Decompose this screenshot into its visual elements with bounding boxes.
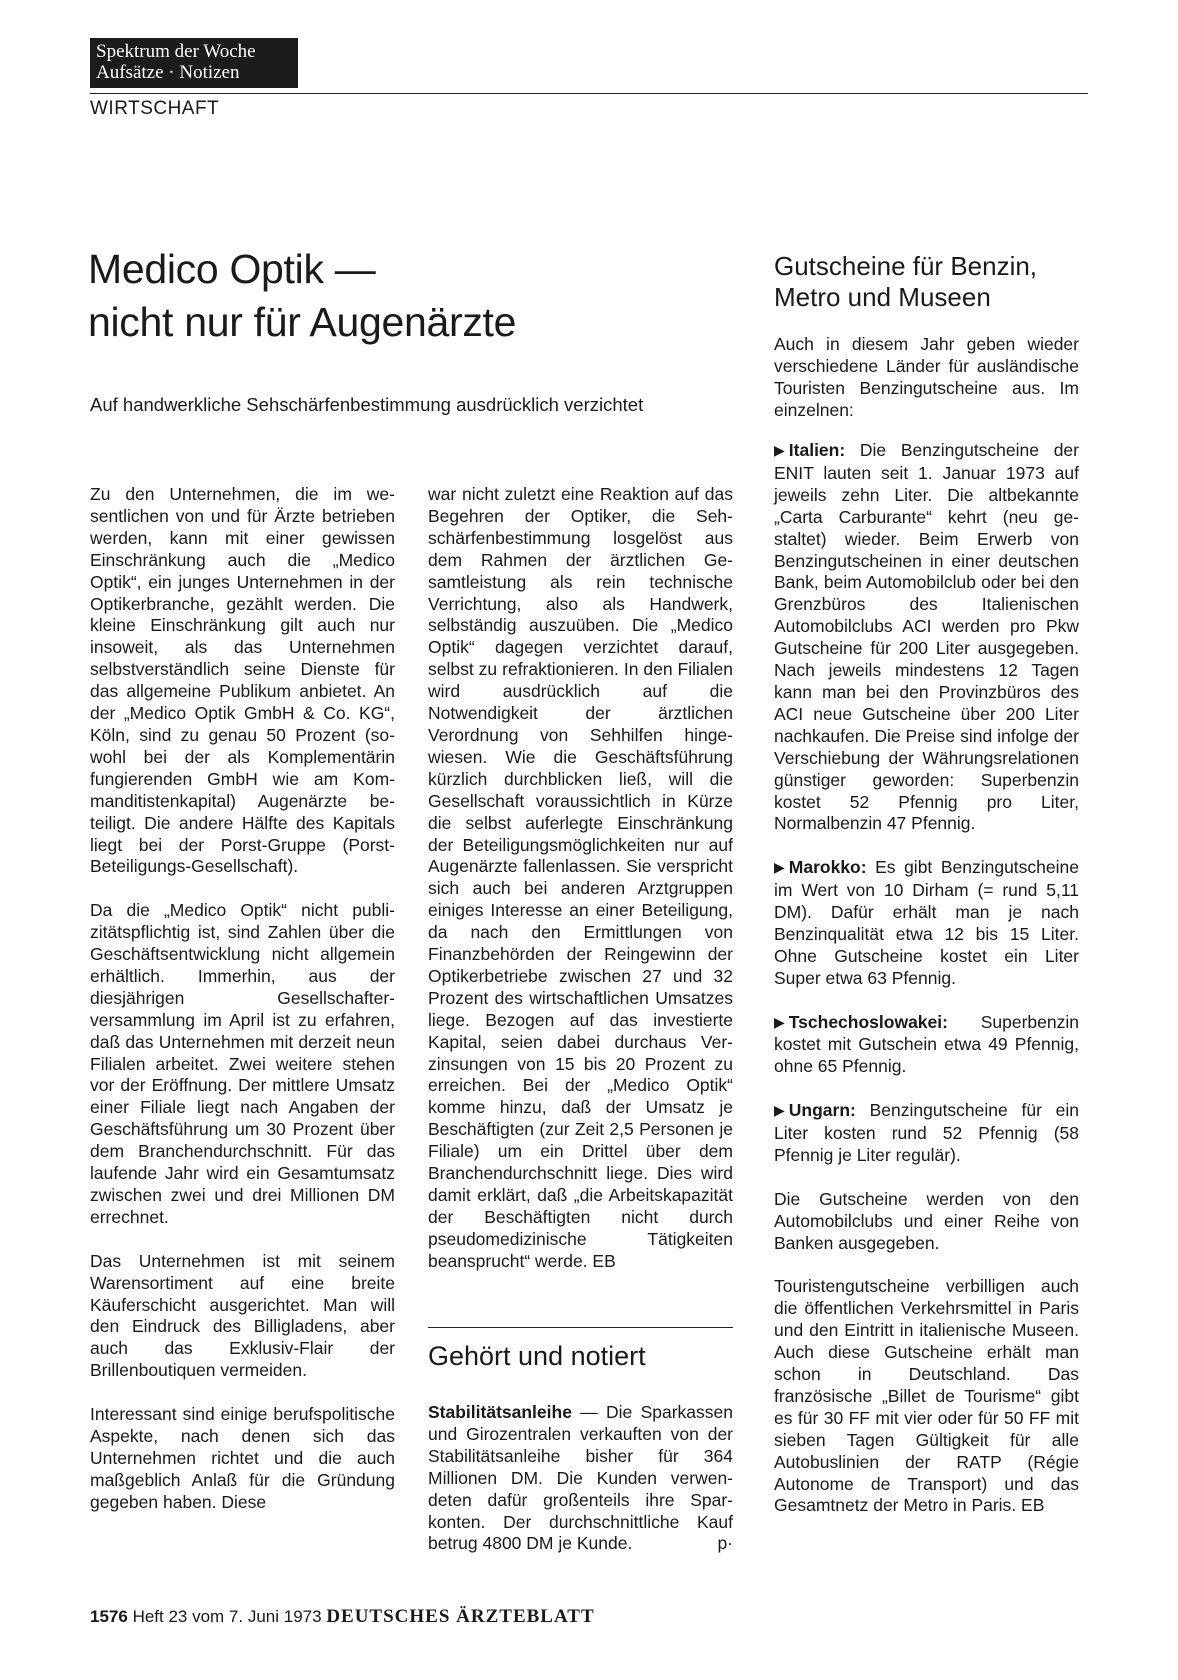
notes-item-text: — Die Sparkassen und Girozentralen verkauften von der Stabilitätsanleihe bisher für 364 Millionen DM. Die Kunden verwendeten dafür großenteils ihre Sparkonten. Der durchschnittliche Kauf betrug 4800 DM je Kunde. xyxy=(428,1402,733,1554)
header-rule xyxy=(90,93,1088,94)
title-line-2: nicht nur für Augenärzte xyxy=(88,299,517,345)
magazine-name: DEUTSCHES ÄRZTEBLATT xyxy=(326,1606,595,1627)
paragraph: war nicht zuletzt eine Reaktion auf das Begehren der Optiker, die Sehschärfenbestimmung losgelöst aus dem Rahmen der ärztlichen Gesamtleistung als rein technische Verrichtung, also als Handwerk, selbständig auszuüben. Die „Medico Optik“ dagegen verzichtet darauf, selbst zu refraktionieren. In den Filialen wird ausdrücklich auf die Notwendigkeit der ärztlichen Verordnung von Sehhilfen hingewiesen. Wie die Geschäftsführung kürzlich durchblicken ließ, will die Gesellschaft voraussichtlich in Kürze die selbst auferlegte Einschränkung der Beteiligungsmöglichkeiten nur auf Augenärzte fallenlassen. Sie verspricht sich auch bei anderen Arztgruppen einiges Interesse an einer Beteiligung, da nach den Ermittlungen von Finanzbehörden der Reingewinn der Optikerbetriebe zwischen 27 und 32 Prozent des wirtschaftlichen Umsatzes liege. Bezogen auf das investierte Kapital, seien dabei durchaus Verzinsungen von 15 bis 20 Prozent zu erreichen. Bei der „Medico Optik“ komme hinzu, daß der Umsatz je Beschäftigten (zur Zeit 2,5 Personen je Filiale) um ein Drittel über dem Branchendurchschnitt liege. Dies wird damit erklärt, daß „die Arbeitskapazität der Beschäftigten nicht durch pseudomedizinische Tätigkeiten beansprucht“ werde. EB xyxy=(428,484,733,1271)
article-column-2 xyxy=(428,484,733,1273)
issue-info: Heft 23 vom 7. Juni 1973 xyxy=(132,1607,322,1626)
country-label: Ungarn: xyxy=(788,1100,856,1121)
paragraph: Auch in diesem Jahr geben wieder verschiedene Länder für ausländische Touristen Benzingutscheine aus. Im einzelnen: xyxy=(774,334,1079,420)
country-label: Marokko: xyxy=(788,857,867,878)
arrow-icon: ▶ xyxy=(774,442,785,458)
page-footer xyxy=(90,1606,890,1628)
notes-heading: Gehört und notiert xyxy=(428,1341,646,1371)
sidebar-heading-line-2: Metro und Museen xyxy=(774,282,991,312)
country-marokko xyxy=(774,857,1079,989)
country-text: Superbenzin kostet mit Gutschein etwa 49 Pfennig, ohne 65 Pfennig. xyxy=(774,1011,1079,1077)
article-subtitle: Auf handwerkliche Sehschärfenbestimmung ausdrücklich verzichtet xyxy=(90,394,644,415)
paragraph: Touristengutscheine verbilligen auch die öffentlichen Verkehrsmittel in Paris und den Eintritt in italienische Museen. Auch diese Gutscheine erhält man schon in Deutschland. Das französische „Billet de Tourisme“ gibt es für 30 FF mit vier oder für 50 FF mit sieben Tagen Gültigkeit für alle Autobuslinien der RATP (Régie Autonome de Transport) und das Gesamtnetz der Metro in Paris. EB xyxy=(774,1276,1079,1516)
sidebar-heading xyxy=(774,251,1094,313)
notes-item-mark: p· xyxy=(717,1533,733,1554)
badge-line-1: Spektrum der Woche xyxy=(96,41,256,62)
paragraph: Zu den Unternehmen, die im wesentlichen von und für Ärzte betrieben werden, kann mit einer gewissen Einschränkung auch die „Medico Optik“, ein junges Unternehmen in der Optikerbranche, gezählt werden. Die kleine Einschränkung gilt auch nur insoweit, als das Unternehmen selbstverständlich seine Dienste für das allgemeine Publikum anbietet. An der „Medico Optik GmbH & Co. KG“, Köln, sind zu genau 50 Prozent (sowohl bei der als Komplementärin fungierenden GmbH wie am Kommanditistenkapital) Augenärzte beteiligt. Die andere Hälfte des Kapitals liegt bei der Porst-Gruppe (Porst-Beteiligungs-Gesellschaft). xyxy=(90,484,395,877)
country-text: Es gibt Benzingutscheine im Wert von 10 Dirham (= rund 5,11 DM). Dafür erhält man je nach Benzinqualität etwa 12 bis 15 Liter. Ohne Gutscheine kostet ein Liter Super etwa 63 Pfennig. xyxy=(774,857,1079,988)
arrow-icon: ▶ xyxy=(774,859,785,876)
notes-paragraph xyxy=(428,1402,733,1555)
paragraph: Das Unternehmen ist mit seinem Warensortiment auf eine breite Käuferschicht ausgerichtet. Man will den Eindruck des Billigladens, aber auch das Exklusiv-Flair der Brillenboutiquen vermeiden. xyxy=(90,1250,395,1381)
article-column-1 xyxy=(90,484,395,1514)
section-badge xyxy=(90,38,298,88)
section-label: WIRTSCHAFT xyxy=(90,98,220,119)
paragraph: Die Gutscheine werden von den Automobilclubs und einer Reihe von Banken ausgegeben. xyxy=(774,1188,1079,1253)
country-label: Italien: xyxy=(788,440,846,460)
sidebar-heading-line-1: Gutscheine für Benzin, xyxy=(774,251,1038,281)
arrow-icon: ▶ xyxy=(774,1102,785,1119)
article-title xyxy=(88,243,648,349)
paragraph: Da die „Medico Optik“ nicht publizitätspflichtig ist, sind Zahlen über die Geschäftsentwicklung nicht allgemein erhältlich. Immerhin, aus der diesjährigen Gesellschafterversammlung im April ist zu erfahren, daß das Unternehmen mit derzeit neun Filialen arbeitet. Zwei weitere stehen vor der Eröffnung. Der mittlere Umsatz einer Filiale liegt nach Angaben der Geschäftsführung um 30 Prozent über dem Branchendurchschnitt. Für das laufende Jahr wird ein Gesamtumsatz zwischen zwei und drei Millionen DM errechnet. xyxy=(90,900,395,1227)
notes-item xyxy=(428,1402,733,1555)
sidebar-column xyxy=(774,440,1079,1517)
country-ungarn xyxy=(774,1100,1079,1167)
country-text: Die Benzingutscheine der ENIT lauten seit 1. Januar 1973 auf jeweils zehn Liter. Die altbekannte „Carta Carburante“ kehrt (neu gestaltet) wieder. Beim Erwerb von Benzingutscheinen in einer deutschen Bank, beim Automobilclub oder bei den Grenzbüros des Italienischen Automobilclubs ACI werden pro Pkw Gutscheine für 200 Liter ausgegeben. Nach jeweils mindestens 12 Tagen kann man bei den Provinzbüros des ACI neue Gutscheine über 200 Liter nachkaufen. Die Preise sind infolge der Verschiebung der Währungsrelationen günstiger geworden: Superbenzin kostet 52 Pfennig pro Liter, Normalbenzin 47 Pfennig. xyxy=(774,440,1079,834)
arrow-icon: ▶ xyxy=(774,1013,785,1030)
country-italien xyxy=(774,440,1079,835)
notes-rule xyxy=(428,1327,733,1328)
notes-item-label: Stabilitätsanleihe xyxy=(428,1402,572,1422)
page-number: 1576 xyxy=(90,1607,128,1626)
title-line-1: Medico Optik — xyxy=(88,246,376,292)
country-text: Benzingutscheine für ein Liter kosten rund 52 Pfennig (58 Pfennig je Liter regulär). xyxy=(774,1100,1079,1165)
paragraph: Interessant sind einige berufspolitische Aspekte, nach denen sich das Unternehmen richtet und die auch maßgeblich Anlaß für die Gründung gegeben haben. Diese xyxy=(90,1404,395,1512)
country-tschechoslowakei xyxy=(774,1012,1079,1079)
sidebar-intro xyxy=(774,334,1079,422)
country-label: Tschechoslowakei: xyxy=(788,1011,948,1032)
badge-line-2: Aufsätze · Notizen xyxy=(96,62,240,83)
